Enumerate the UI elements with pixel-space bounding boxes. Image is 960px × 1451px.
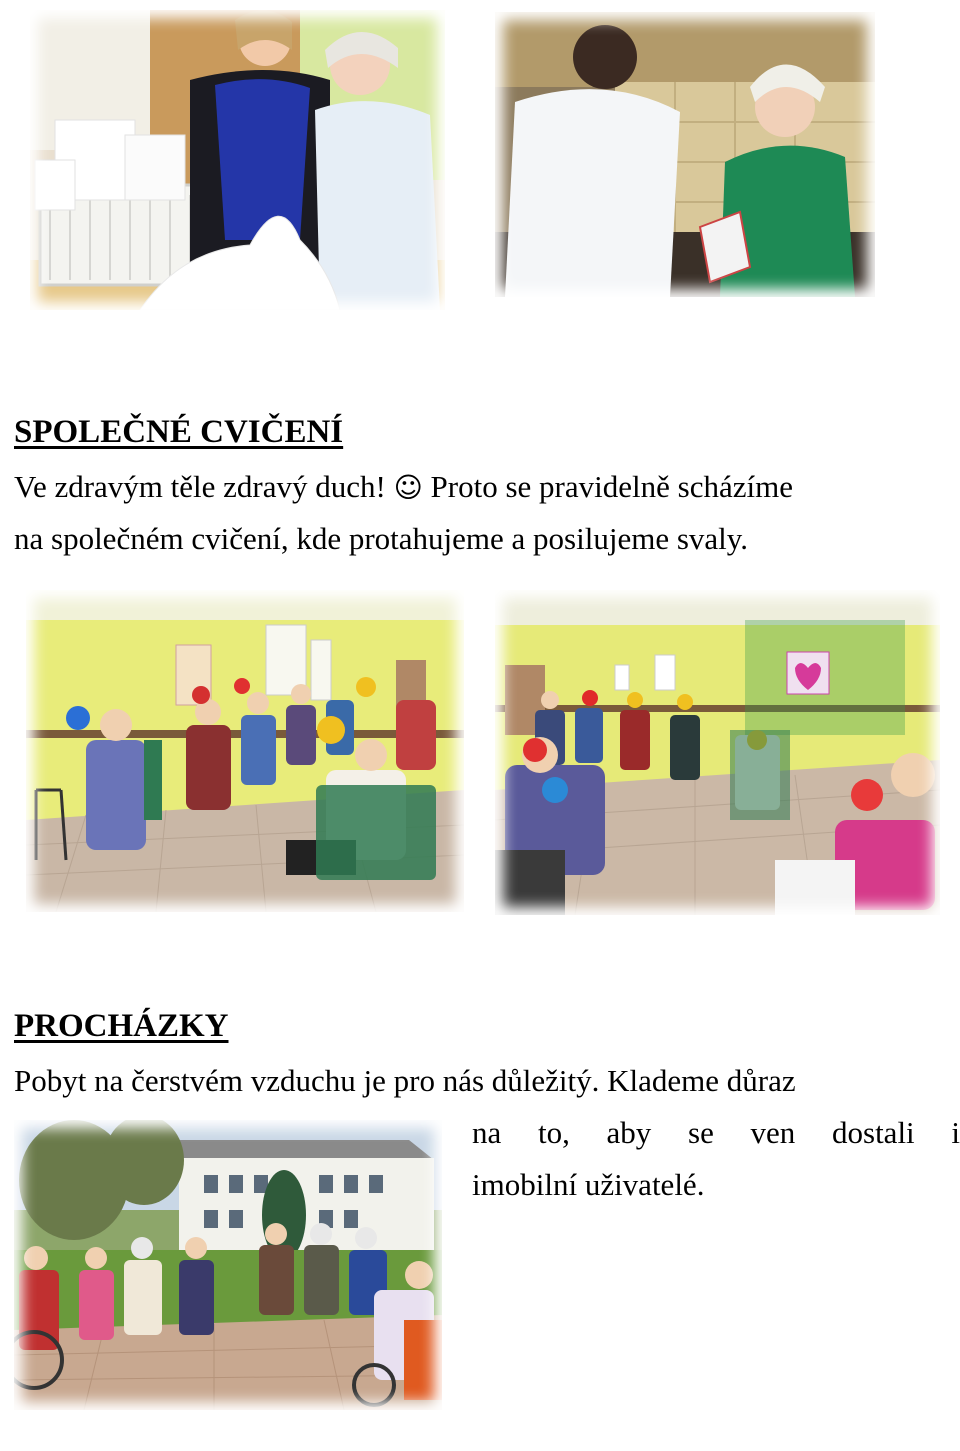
exercise-heading: SPOLEČNÉ CVIČENÍ (14, 414, 344, 450)
kitchen-photo-image (495, 12, 875, 297)
walks-text-line-1: Pobyt na čerstvém vzduchu je pro nás důležitý. Klademe důraz (14, 1063, 796, 1098)
exercise-photo-right (495, 590, 940, 915)
exercise-text-line-2: na společném cvičení, kde protahujeme a posilujeme svaly. (14, 521, 748, 556)
garden-photo (14, 1120, 442, 1410)
kitchen-photo (495, 12, 875, 297)
walks-heading: PROCHÁZKY (14, 1008, 229, 1044)
walks-text-line-2: na to, aby se ven dostali i (472, 1115, 960, 1150)
walks-text-line-3: imobilní uživatelé. (472, 1167, 705, 1202)
exercise-photo-right-image (495, 590, 940, 915)
laundry-photo (30, 10, 445, 310)
exercise-photo-left (26, 590, 464, 912)
exercise-text-line-1-end: Proto se pravidelně scházíme (422, 469, 793, 504)
garden-photo-image (14, 1120, 442, 1410)
exercise-text-line-1 (14, 461, 793, 514)
exercise-text-line-1-start: Ve zdravým těle zdravý duch! (14, 469, 394, 504)
smiley-icon: ☺ (393, 471, 423, 504)
walks-text-side (472, 1107, 960, 1211)
laundry-photo-image (30, 10, 445, 310)
exercise-photo-left-image (26, 590, 464, 912)
